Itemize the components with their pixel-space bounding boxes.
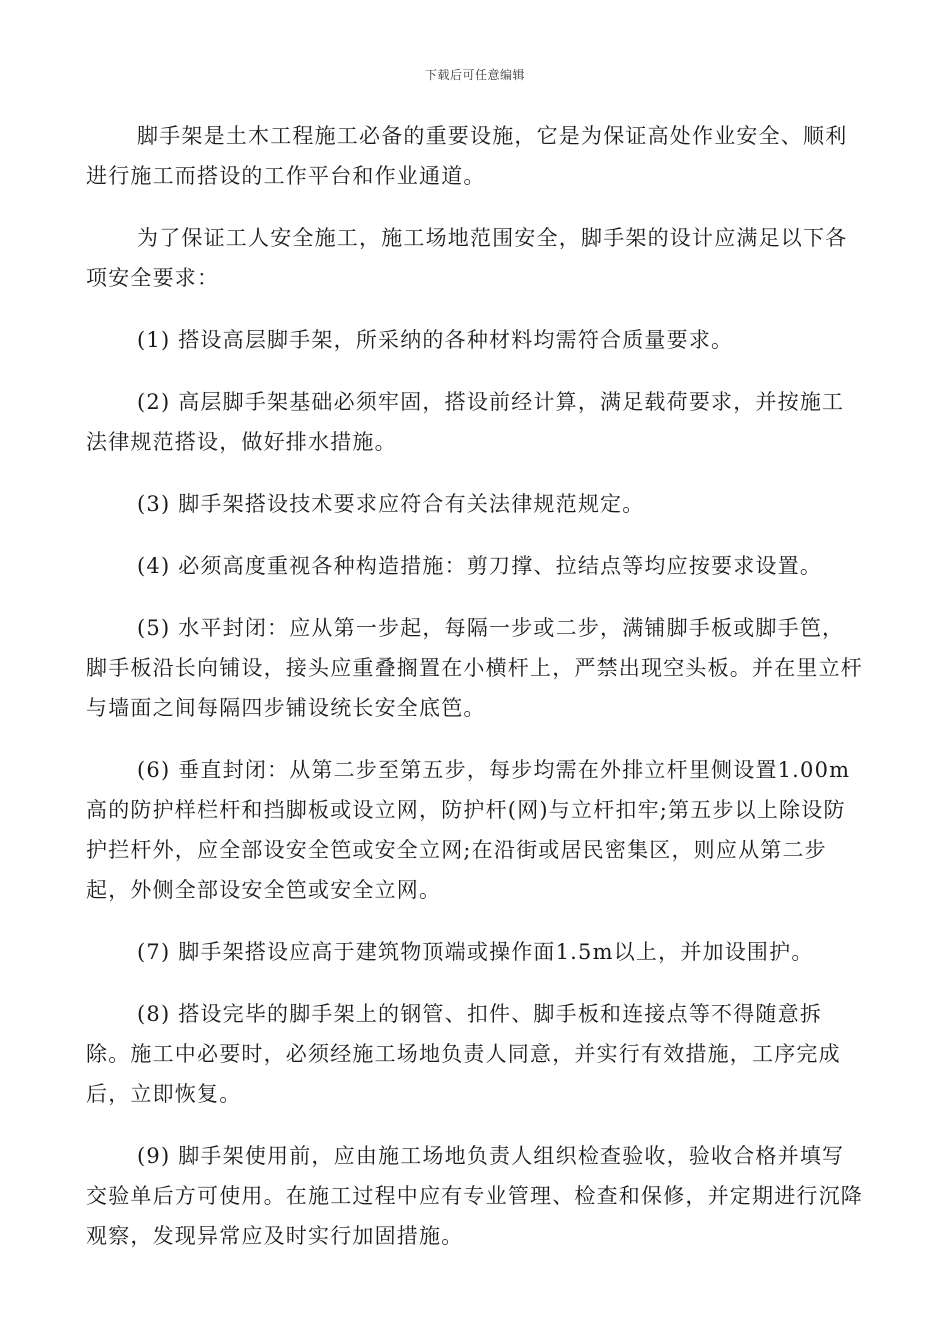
- paragraph-item-3: (3) 脚手架搭设技术要求应符合有关法律规范规定。: [137, 492, 645, 516]
- paragraph-item-8: (8) 搭设完毕的脚手架上的钢管、扣件、脚手板和连接点等不得随意拆除。施工中必要时，必须经施工场地负责人同意，并实行有效措施，工序完成后，立即恢复。: [86, 1002, 841, 1106]
- paragraph-item-7: (7) 脚手架搭设应高于建筑物顶端或操作面1.5m以上，并加设围护。: [137, 940, 814, 964]
- paragraph-item-2: (2) 高层脚手架基础必须牢固，搭设前经计算，满足载荷要求，并按施工法律规范搭设，做好排水措施。: [86, 390, 845, 454]
- paragraph-item-9: (9) 脚手架使用前，应由施工场地负责人组织检查验收，验收合格并填写交验单后方可使用。在施工过程中应有专业管理、检查和保修，并定期进行沉降观察，发现异常应及时实行加固措施。: [86, 1144, 863, 1248]
- paragraph-requirements-intro: 为了保证工人安全施工，施工场地范围安全，脚手架的设计应满足以下各项安全要求：: [86, 226, 848, 290]
- document-body: [86, 116, 866, 1278]
- paragraph-item-4: (4) 必须高度重视各种构造措施：剪刀撑、拉结点等均应按要求设置。: [137, 554, 823, 578]
- paragraph-intro: 脚手架是土木工程施工必备的重要设施，它是为保证高处作业安全、顺利进行施工而搭设的工作平台和作业通道。: [86, 124, 848, 188]
- paragraph-item-1: (1) 搭设高层脚手架，所采纳的各种材料均需符合质量要求。: [137, 328, 734, 352]
- paragraph-item-5: (5) 水平封闭：应从第一步起，每隔一步或二步，满铺脚手板或脚手笆，脚手板沿长向铺设，接头应重叠搁置在小横杆上，严禁出现空头板。并在里立杆与墙面之间每隔四步铺设统长安全底笆。: [86, 616, 863, 720]
- paragraph-item-6: (6) 垂直封闭：从第二步至第五步，每步均需在外排立杆里侧设置1.00m高的防护样栏杆和挡脚板或设立网，防护杆(网)与立杆扣牢;第五步以上除设防护拦杆外，应全部设安全笆或安全立网;在沿街或居民密集区，则应从第二步起，外侧全部设安全笆或安全立网。: [86, 758, 851, 902]
- page-header: 下载后可任意编辑: [424, 68, 525, 82]
